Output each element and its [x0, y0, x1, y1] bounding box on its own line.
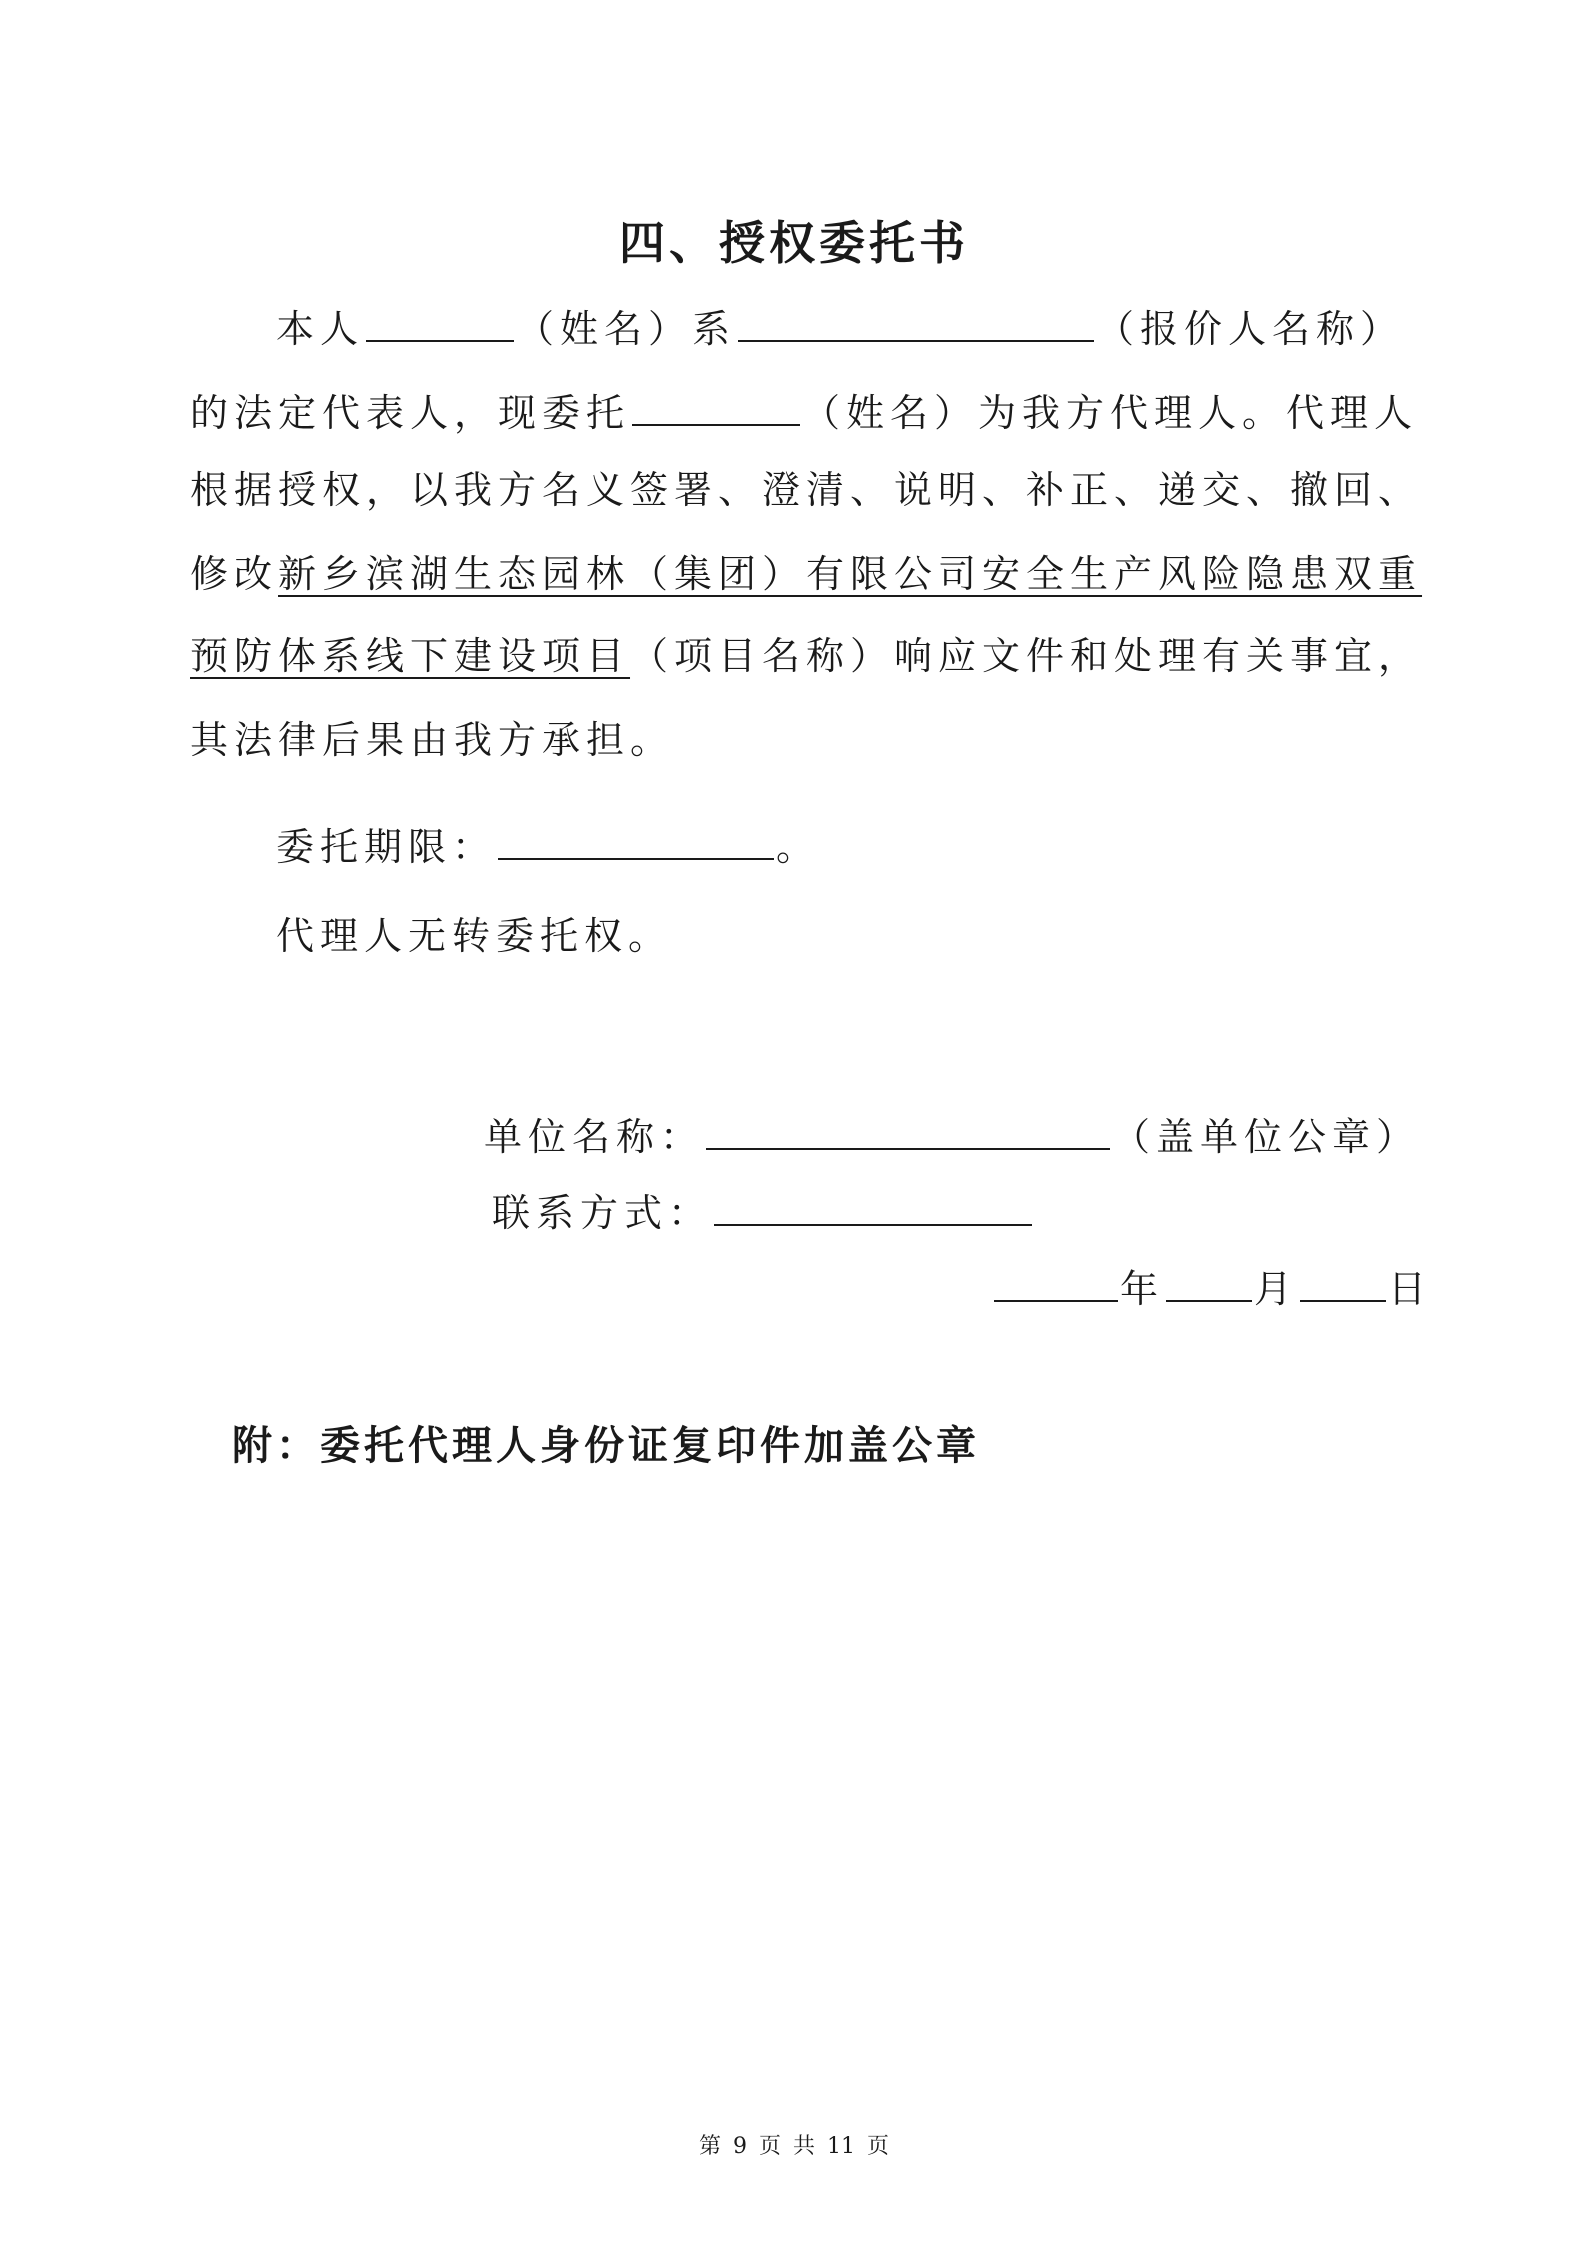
contact-blank	[714, 1180, 1032, 1226]
text-segment: 本人	[276, 307, 365, 351]
document-title: 四、授权委托书	[619, 216, 969, 270]
no-subdelegation-line: 代理人无转委托权。	[276, 914, 673, 958]
footer-text: 第	[698, 2134, 721, 2159]
paragraph-line-2	[190, 380, 1418, 439]
month-blank	[1166, 1256, 1252, 1302]
unit-seal-note: （盖单位公章）	[1112, 1115, 1421, 1159]
paragraph-line-4	[190, 548, 1422, 600]
text-segment: 的法定代表人，现委托	[190, 391, 631, 435]
year-blank	[994, 1256, 1118, 1302]
name-blank	[366, 296, 514, 342]
paragraph-line-5	[190, 630, 1422, 682]
attachment-note: 附：委托代理人身份证复印件加盖公章	[232, 1422, 980, 1469]
term-label: 委托期限：	[276, 825, 497, 869]
text-segment: （项目名称）响应文件和处理有关事宜，	[630, 634, 1423, 678]
term-line	[276, 814, 820, 873]
day-label: 日	[1388, 1267, 1433, 1311]
contact-line	[492, 1180, 1034, 1239]
text-segment: （报价人名称）	[1096, 307, 1405, 351]
text-segment: （姓名）系	[516, 307, 737, 351]
footer-text: 共	[793, 2134, 816, 2159]
page-footer	[0, 2132, 1588, 2162]
paragraph-line-6: 其法律后果由我方承担。	[190, 718, 675, 762]
day-blank	[1300, 1256, 1386, 1302]
text-segment: 。	[776, 825, 821, 869]
total-pages: 11	[827, 2134, 856, 2159]
unit-name-line	[484, 1104, 1420, 1163]
bidder-name-blank	[738, 296, 1094, 342]
text-segment: 修改	[190, 552, 279, 596]
footer-text: 页	[758, 2134, 781, 2159]
project-name-underlined: 预防体系线下建设项目	[190, 634, 631, 678]
project-name-underlined: 新乡滨湖生态园林（集团）有限公司安全生产风险隐患双重	[278, 552, 1423, 596]
paragraph-line-3: 根据授权，以我方名义签署、澄清、说明、补正、递交、撤回、	[190, 468, 1423, 512]
term-blank	[498, 814, 774, 860]
date-line	[992, 1256, 1432, 1315]
text-segment: （姓名）为我方代理人。代理人	[802, 391, 1419, 435]
page-number: 9	[732, 2134, 747, 2159]
contact-label: 联系方式：	[492, 1191, 713, 1235]
unit-name-label: 单位名称：	[484, 1115, 705, 1159]
year-label: 年	[1120, 1267, 1165, 1311]
agent-name-blank	[632, 380, 800, 426]
paragraph-line-1	[276, 296, 1404, 355]
footer-text: 页	[867, 2134, 890, 2159]
unit-name-blank	[706, 1104, 1110, 1150]
month-label: 月	[1254, 1267, 1299, 1311]
